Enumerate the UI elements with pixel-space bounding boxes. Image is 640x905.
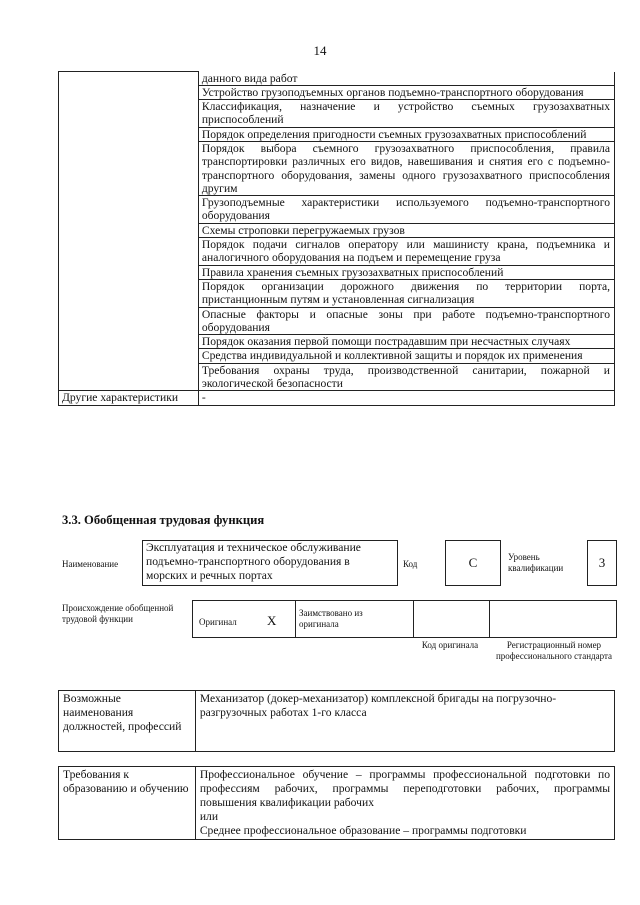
- positions-table: [58, 690, 615, 752]
- requirement-row: Порядок выбора съемного грузозахватного приспособления, правила транспортировки различных его видов, навешивания и снятия его с подъемно-транспортного оборудования, замены одного грузозахватного приспособления другим: [198, 141, 614, 195]
- borrowed-label: Заимствовано из оригинала: [299, 608, 363, 629]
- education-table: [58, 766, 615, 840]
- reg-number-caption: Регистрационный номер профессионального стандарта: [495, 640, 613, 661]
- code-value: C: [468, 555, 478, 570]
- education-line-3: Среднее профессиональное образование – программы подготовки: [199, 824, 527, 837]
- education-value: [195, 767, 614, 840]
- requirement-row: Порядок организации дорожного движения по территории порта, пристанционным путям и установленная сигнализация: [198, 279, 614, 307]
- reg-number-cell: [489, 601, 616, 637]
- origin-label: Происхождение обобщенной трудовой функции: [62, 603, 174, 624]
- level-label: Уровень квалификации: [508, 552, 564, 573]
- original-cell: [193, 601, 296, 637]
- code-original-caption: Код оригинала: [421, 640, 479, 650]
- name-value: Эксплуатация и техническое обслуживание подъемно-транспортного оборудования в морских и речных портах: [146, 541, 361, 582]
- requirement-row: Схемы строповки перегружаемых грузов: [198, 223, 614, 237]
- positions-value: Механизатор (докер-механизатор) комплексной бригады на погрузочно-разгрузочных работах 1-го класса: [195, 691, 614, 752]
- name-label: Наименование: [62, 559, 119, 569]
- other-characteristics-value: -: [198, 391, 614, 405]
- code-label: Код: [403, 559, 418, 569]
- requirement-row: Правила хранения съемных грузозахватных приспособлений: [198, 265, 614, 279]
- name-value-box: [142, 540, 398, 586]
- education-label: Требования к образованию и обучению: [59, 767, 196, 840]
- requirement-row: Классификация, назначение и устройство съемных грузозахватных приспособлений: [198, 100, 614, 128]
- origin-boxes: [192, 600, 617, 638]
- level-value-box: [587, 540, 617, 586]
- positions-label: Возможные наименования должностей, профессий: [59, 691, 196, 752]
- other-characteristics-label: Другие характеристики: [59, 391, 199, 405]
- original-mark: X: [267, 613, 277, 628]
- requirement-row: Опасные факторы и опасные зоны при работе подъемно-транспортного оборудования: [198, 307, 614, 335]
- section-title: 3.3. Обобщенная трудовая функция: [62, 513, 265, 527]
- requirement-row: данного вида работ: [198, 72, 614, 86]
- requirements-table: [58, 71, 615, 406]
- code-original-cell: [413, 601, 490, 637]
- requirement-row: Грузоподъемные характеристики используемого подъемно-транспортного оборудования: [198, 196, 614, 224]
- empty-label-cell: [59, 72, 199, 391]
- requirement-row: Устройство грузоподъемных органов подъемно-транспортного оборудования: [198, 85, 614, 99]
- requirement-row: Порядок оказания первой помощи пострадавшим при несчастных случаях: [198, 335, 614, 349]
- page-number: 14: [313, 43, 327, 58]
- requirement-row: Порядок подачи сигналов оператору или машинисту крана, подъемника и аналогичного оборудования на подъем и перемещение груза: [198, 238, 614, 266]
- requirement-row: Порядок определения пригодности съемных грузозахватных приспособлений: [198, 127, 614, 141]
- borrowed-cell: [295, 601, 414, 637]
- original-label: Оригинал: [199, 617, 237, 627]
- requirement-row: Требования охраны труда, производственной санитарии, пожарной и экологической безопасности: [198, 363, 614, 391]
- code-value-box: [445, 540, 501, 586]
- level-value: 3: [598, 555, 606, 570]
- education-line-1: Профессиональное обучение – программы профессиональной подготовки по профессиям рабочих, программы переподготовки рабочих, программы повышения квалификации рабочих: [199, 768, 610, 809]
- requirement-row: Средства индивидуальной и коллективной защиты и порядок их применения: [198, 349, 614, 363]
- education-line-2: или: [199, 810, 219, 823]
